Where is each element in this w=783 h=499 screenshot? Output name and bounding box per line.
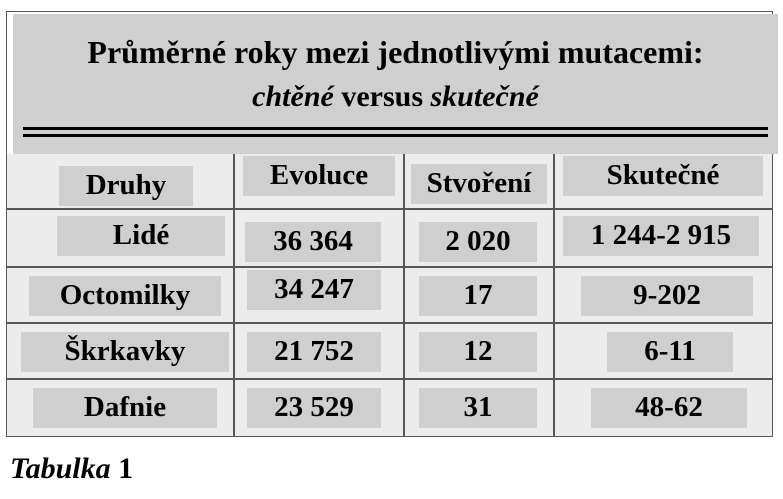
subtitle-actual: skutečné [430, 80, 539, 113]
column-divider [233, 154, 235, 436]
row-divider [7, 378, 772, 380]
header-evolution: Evoluce [243, 156, 395, 196]
row-lide-species: Lidé [57, 216, 225, 256]
row-lide-actual: 1 244-2 915 [563, 216, 759, 256]
mutation-table [6, 11, 773, 437]
row-skrkavky-evolution: 21 752 [247, 332, 381, 372]
row-divider [7, 322, 772, 324]
row-lide-evolution: 36 364 [245, 222, 381, 262]
table-subtitle [13, 80, 778, 114]
subtitle-versus: versus [333, 80, 431, 113]
row-skrkavky-creation: 12 [419, 332, 537, 372]
row-octomilky-creation: 17 [419, 276, 537, 316]
header-species: Druhy [59, 166, 193, 206]
table-caption [10, 452, 133, 486]
row-dafnie-creation: 31 [419, 388, 537, 428]
column-divider [553, 154, 555, 436]
header-actual: Skutečné [563, 156, 763, 196]
caption-number: 1 [110, 452, 134, 485]
caption-label: Tabulka [10, 452, 111, 485]
column-divider [403, 154, 405, 436]
table-title: Průměrné roky mezi jednotlivými mutacemi: [87, 34, 704, 70]
row-lide-creation: 2 020 [419, 222, 537, 262]
row-octomilky-evolution: 34 247 [247, 270, 381, 310]
row-skrkavky-species: Škrkavky [21, 332, 229, 372]
table-grid [7, 154, 772, 436]
row-divider [7, 208, 772, 210]
title-double-rule [23, 127, 768, 137]
row-dafnie-species: Dafnie [33, 388, 217, 428]
row-skrkavky-actual: 6-11 [607, 332, 733, 372]
row-dafnie-actual: 48-62 [591, 388, 747, 428]
row-divider [7, 266, 772, 268]
subtitle-wanted: chtěné [252, 80, 334, 113]
row-octomilky-actual: 9-202 [581, 276, 753, 316]
row-dafnie-evolution: 23 529 [247, 388, 381, 428]
header-creation: Stvoření [411, 164, 547, 204]
table-title-box [13, 14, 778, 154]
row-octomilky-species: Octomilky [29, 276, 221, 316]
